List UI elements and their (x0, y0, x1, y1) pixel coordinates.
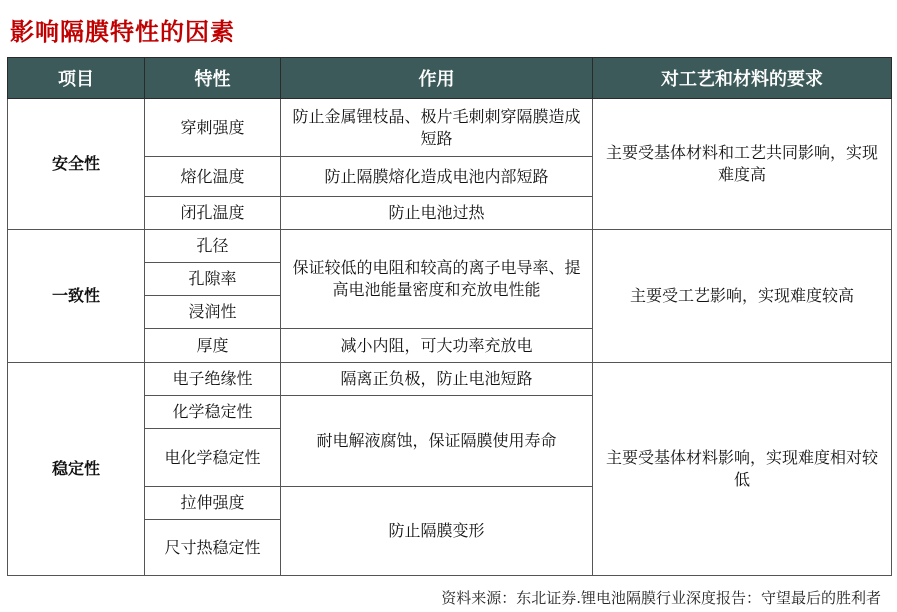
property-cell: 穿刺强度 (145, 99, 281, 157)
factors-table (7, 57, 892, 576)
role-cell: 防止电池过热 (281, 197, 593, 230)
header-property: 特性 (145, 58, 281, 99)
table-row (8, 99, 892, 157)
property-cell: 孔径 (145, 230, 281, 263)
source-note: 资料来源：东北证券.锂电池隔膜行业深度报告：守望最后的胜利者 (441, 589, 881, 607)
table-row (8, 363, 892, 396)
requirement-cell: 主要受工艺影响，实现难度较高 (593, 230, 892, 363)
header-item: 项目 (8, 58, 145, 99)
table-row (8, 230, 892, 263)
role-cell: 防止隔膜变形 (281, 487, 593, 576)
property-cell: 电化学稳定性 (145, 429, 281, 487)
role-cell: 隔离正负极，防止电池短路 (281, 363, 593, 396)
property-cell: 化学稳定性 (145, 396, 281, 429)
category-stability: 稳定性 (8, 363, 145, 576)
category-safety: 安全性 (8, 99, 145, 230)
role-cell: 防止隔膜熔化造成电池内部短路 (281, 157, 593, 197)
property-cell: 熔化温度 (145, 157, 281, 197)
role-cell: 耐电解液腐蚀，保证隔膜使用寿命 (281, 396, 593, 487)
property-cell: 浸润性 (145, 296, 281, 329)
requirement-cell: 主要受基体材料和工艺共同影响，实现难度高 (593, 99, 892, 230)
header-requirement: 对工艺和材料的要求 (593, 58, 892, 99)
property-cell: 尺寸热稳定性 (145, 520, 281, 576)
category-consistency: 一致性 (8, 230, 145, 363)
role-cell: 防止金属锂枝晶、极片毛刺刺穿隔膜造成短路 (281, 99, 593, 157)
property-cell: 电子绝缘性 (145, 363, 281, 396)
property-cell: 闭孔温度 (145, 197, 281, 230)
header-role: 作用 (281, 58, 593, 99)
role-cell: 减小内阻，可大功率充放电 (281, 329, 593, 363)
page-title: 影响隔膜特性的因素 (10, 18, 235, 46)
role-cell: 保证较低的电阻和较高的离子电导率、提高电池能量密度和充放电性能 (281, 230, 593, 329)
property-cell: 厚度 (145, 329, 281, 363)
property-cell: 拉伸强度 (145, 487, 281, 520)
property-cell: 孔隙率 (145, 263, 281, 296)
header-row (8, 58, 892, 99)
requirement-cell: 主要受基体材料影响，实现难度相对较低 (593, 363, 892, 576)
